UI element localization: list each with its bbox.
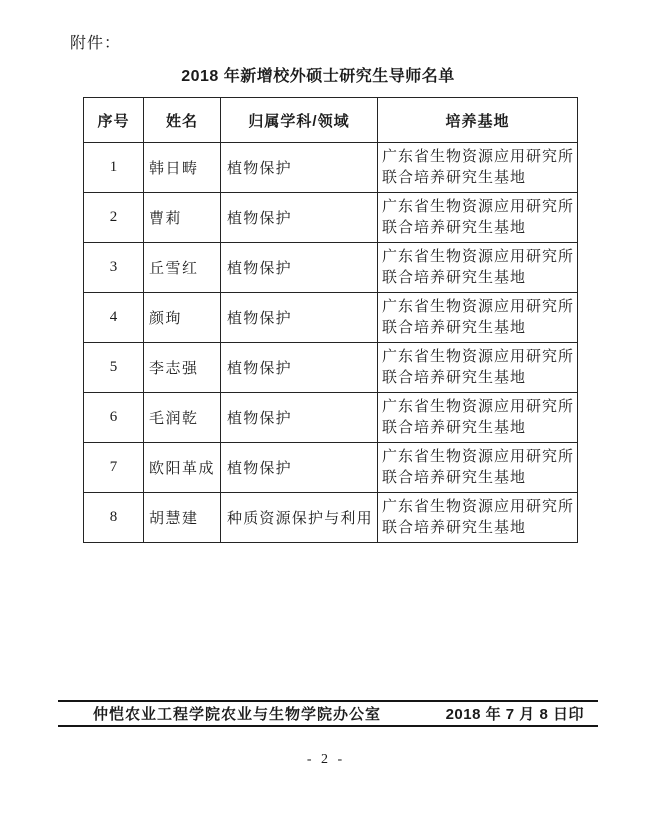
cell-name: 颜珣: [144, 293, 221, 343]
cell-base: 广东省生物资源应用研究所联合培养研究生基地: [378, 193, 578, 243]
cell-base: 广东省生物资源应用研究所联合培养研究生基地: [378, 493, 578, 543]
cell-no: 3: [84, 243, 144, 293]
cell-name: 胡慧建: [144, 493, 221, 543]
table-row: [84, 493, 578, 543]
cell-base: 广东省生物资源应用研究所联合培养研究生基地: [378, 343, 578, 393]
office-name: 仲恺农业工程学院农业与生物学院办公室: [93, 706, 382, 723]
cell-no: 8: [84, 493, 144, 543]
header-base: 培养基地: [378, 98, 578, 143]
cell-field: 植物保护: [221, 243, 378, 293]
cell-field: 植物保护: [221, 293, 378, 343]
cell-field: 植物保护: [221, 193, 378, 243]
cell-no: 7: [84, 443, 144, 493]
document-title: 2018 年新增校外硕士研究生导师名单: [181, 68, 455, 85]
cell-field: 植物保护: [221, 143, 378, 193]
cell-no: 1: [84, 143, 144, 193]
page-number: - 2 -: [306, 752, 346, 767]
cell-no: 5: [84, 343, 144, 393]
cell-name: 李志强: [144, 343, 221, 393]
cell-name: 欧阳革成: [144, 443, 221, 493]
cell-no: 6: [84, 393, 144, 443]
table-row: [84, 293, 578, 343]
table-row: [84, 193, 578, 243]
cell-base: 广东省生物资源应用研究所联合培养研究生基地: [378, 243, 578, 293]
header-no: 序号: [84, 98, 144, 143]
cell-base: 广东省生物资源应用研究所联合培养研究生基地: [378, 393, 578, 443]
table-row: [84, 393, 578, 443]
cell-base: 广东省生物资源应用研究所联合培养研究生基地: [378, 443, 578, 493]
header-field: 归属学科/领域: [221, 98, 378, 143]
footer-bar: [58, 700, 598, 727]
table-header-row: [84, 98, 578, 143]
table-row: [84, 343, 578, 393]
cell-no: 2: [84, 193, 144, 243]
supervisors-table: [83, 97, 578, 543]
cell-name: 丘雪红: [144, 243, 221, 293]
cell-name: 曹莉: [144, 193, 221, 243]
cell-field: 植物保护: [221, 393, 378, 443]
cell-no: 4: [84, 293, 144, 343]
print-date: 2018 年 7 月 8 日印: [445, 706, 584, 723]
header-name: 姓名: [144, 98, 221, 143]
cell-name: 韩日畴: [144, 143, 221, 193]
cell-name: 毛润乾: [144, 393, 221, 443]
cell-base: 广东省生物资源应用研究所联合培养研究生基地: [378, 143, 578, 193]
table-row: [84, 443, 578, 493]
attachment-label: 附件：: [70, 35, 122, 52]
cell-field: 种质资源保护与利用: [221, 493, 378, 543]
cell-base: 广东省生物资源应用研究所联合培养研究生基地: [378, 293, 578, 343]
table-row: [84, 243, 578, 293]
cell-field: 植物保护: [221, 343, 378, 393]
cell-field: 植物保护: [221, 443, 378, 493]
table-row: [84, 143, 578, 193]
